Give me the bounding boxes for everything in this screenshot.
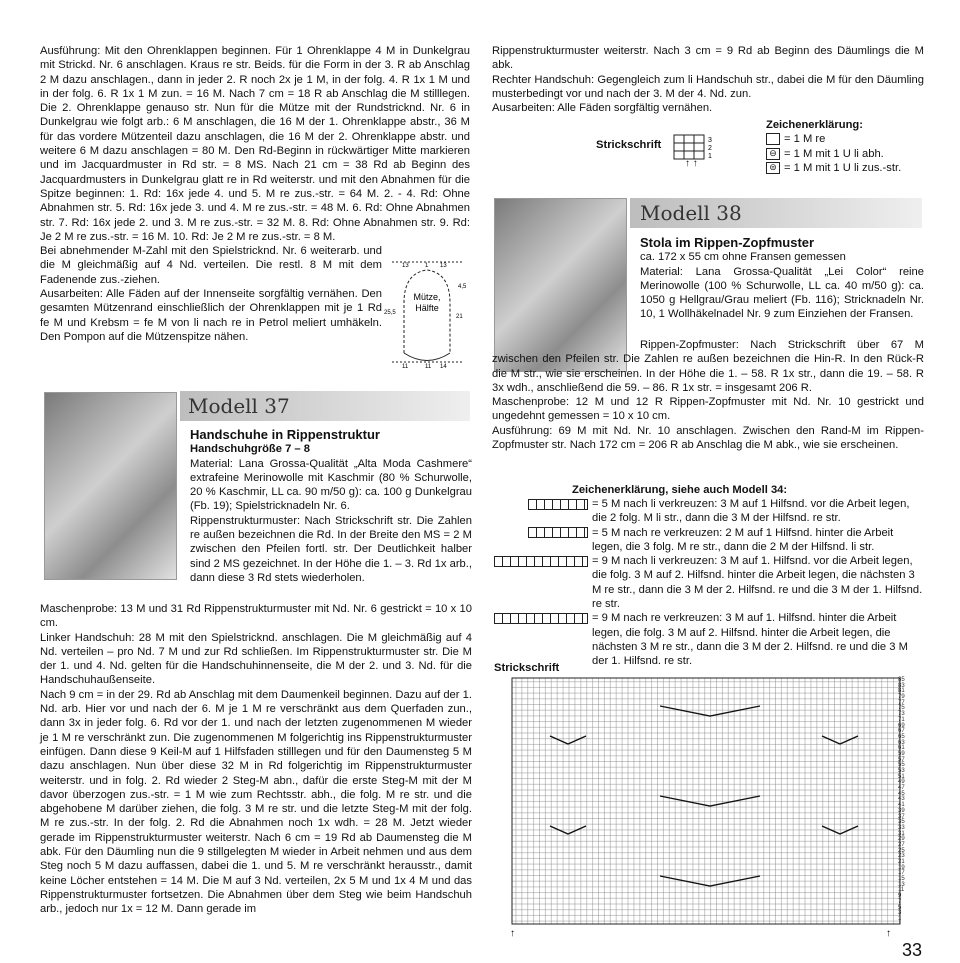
model-38-ausf: Ausführung: 69 M mit Nd. Nr. 10 anschlagen. Zwischen den Rand-M im Rippen-Zopfmuster str. Nach 172 cm = 206 R ab Anschlag die M abk., wie sie erscheinen. bbox=[492, 424, 924, 452]
model-38-rippen: Rippen-Zopfmuster: Nach Strickschrift über 67 M zwischen den Pfeilen str. Die Zahlen re außen bezeichnen die Hin-R. In den Rück-R die M str., wie sie erscheinen. In der Höhe die 1. – 58. R 1x str., dann die 19. – 58. R 3x wdh., anschließend die 59. – 86. R 1x str. = insgesamt 206 R. bbox=[492, 339, 924, 394]
right-column bbox=[492, 44, 924, 115]
model-38-intro bbox=[640, 236, 924, 322]
hat-finishing: Ausarbeiten: Alle Fäden auf der Innenseite sorgfältig vernähen. Den gesamten Mützenrand einschließlich der Ohrenklappen mit je 1 Rd fe M und Krebsm = fe M von li nach re in Petrol meliert umhäkeln. Den Pompon auf die Mützenspitze nähen. bbox=[40, 288, 382, 343]
cross-right-9-icon bbox=[494, 613, 588, 624]
legend-1-title: Zeichenerklärung: bbox=[766, 119, 863, 131]
small-chart-title: Strickschrift bbox=[596, 139, 662, 151]
model-37-probe: Maschenprobe: 13 M und 31 Rd Rippenstrukturmuster mit Nd. Nr. 6 gestrickt = 10 x 10 cm. bbox=[40, 603, 472, 630]
legend-1 bbox=[766, 118, 936, 175]
chart-row-labels: 85 83 81 79 77 75 73 71 69 67 65 63 61 59 57 55 53 51 49 47 45 43 41 39 37 35 33 31 29 27 25 23 21 19 17 15 13 11 9 7 5 3 1 bbox=[898, 677, 905, 922]
svg-text:13: 13 bbox=[440, 263, 447, 269]
legend-2-title: Zeichenerklärung, siehe auch Modell 34: bbox=[572, 484, 788, 496]
legend-2-item-0: = 5 M nach li verkreuzen: 3 M auf 1 Hilfsnd. vor die Arbeit legen, die 2 folg. M li str., dann die 3 M der Hilfsnd. re str. bbox=[492, 497, 924, 526]
right-glove: Rechter Handschuh: Gegengleich zum li Handschuh str., dabei die M für den Däumling musterbedingt vor und nach der 3. M der 4. Nd. zun. bbox=[492, 73, 924, 100]
svg-text:↑: ↑ bbox=[886, 928, 891, 938]
thumb-cont: Rippenstrukturmuster weiterstr. Nach 3 cm = 9 Rd ab Beginn des Däumlings die M abk. bbox=[492, 45, 924, 72]
model-37-daumen: Nach 9 cm = in der 29. Rd ab Anschlag mit dem Daumenkeil beginnen. Dazu auf der 1. Nd. arb. Hier vor und nach der 6. M je 1 M re verschränkt aus dem Querfaden zun., dann 3x in jeder folg. 6. Rd vor der 1. und nach der letzten zugenommenen M wieder je 1 M re verschränkt zun. Die zugenommenen M folgerichtig ins Rippenstrukturmuster einfügen. Dann diese 9 Keil-M auf 1 Hilfsfaden stilllegen und für den Daumensteg 5 M dazu anschlagen. Nun über diese 32 M in Rd folgerichtig im Rippenstrukturmuster weiterstr. und in folg. 2. Rd wieder 2 Steg-M abn., dafür die erste Steg-M mit der M davor überzogen zus.-str. = 1 M wie zum Rechtsstr. abh., die folg. M re str. und die abgehobene M darüber ziehen, die folg. 3 M re str. und die letzte Steg-M mit der folg. M re zus.-str. In der folg. 2. Rd die Abnahmen noch 1x wdh. = 28 M. Jetzt wieder gerade im Rippenstrukturmuster weiterstr. Nach 6 cm = 19 Rd ab Daumensteg die M abk. Für den Däumling nun die 9 stillgelegten M wieder in Arbeit nehmen und aus dem Steg noch 5 M dazu auffassen, dabei die 1. und 5. M re verschränkt herausstr., damit keine Löcher entstehen = 14 M. Die M auf 3 Nd. verteilen, 2x 5 M und 1x 4 M und das Rippenstrukturmuster fortsetzen. Die Abnahmen über dem Steg wie beim Handschuh arb., jedoch nur 1x = 12 M. Dann gerade im bbox=[40, 688, 472, 916]
model-38-material: Material: Lana Grossa-Qualität „Lei Color“ reine Merinowolle (100 % Schurwolle, LL ca. 40 m/50 g): ca. 1050 g Hellgrau/Grau meliert (Fb. 116); Stricknadeln Nr. 10, 1 Wollhäkelnadel Nr. 9 zum Einziehen der Fransen. bbox=[640, 265, 924, 321]
model-37-heading: Handschuhe in Rippenstruktur bbox=[190, 427, 380, 442]
hat-instructions: Ausführung: Mit den Ohrenklappen beginnen. Für 1 Ohrenklappe 4 M in Dunkelgrau mit Strickd. Nr. 6 anschlagen. Kraus re str. Beids. für die Form in der 3. R ab Anschlag 2 M dazu anschlagen., dann in jeder 2. R noch 2x je 1 M, in der folg. 4. R 1x 1 M und in der folg. 6. R 1x 1 M zun. = 16 M. Nach 7 cm = 18 R ab Anschlag die M stilllegen. Die 2. Ohrenklappe genauso str. Nun für die Mütze mit der Rundstricknd. Nr. 6 in Dunkelgrau wie folgt arb.: 6 M anschlagen, die 16 M der 1. Ohrenklappe abstr., 36 M für das vordere Mützenteil dazu anschlagen, die 16 M der 2. Ohrenklappe abstr. und weitere 6 M dazu anschlagen = 80 M. Den Rd-Beginn in rückwärtiger Mitte markieren und im Jacquardmuster in Rd str. = 8 MS. Nach 21 cm = 38 Rd ab Beginn des Jacquardmusters in Dunkelgrau glatt re in Rd weiterstr. und mit den Abnahmen für die Spitze beginnen: 1. Rd: 16x jede 4. und 5. M re zus.-str. = 64 M. 2. - 4. Rd: Ohne Abnahmen str. 5. Rd: 16x jede 3. und 4. M re zus.-str. = 48 M. 6. Rd: Ohne Abnahmen str. 7. Rd: 16x jede 2. und 3. M re zus.-str. = 32 M. 8. Rd: Ohne Abnahmen str. 9. Rd: Je 2 M re zus.-str. = 16 M. 10. Rd: Je 2 M re zus.-str. = 8 M. bbox=[40, 45, 470, 243]
model-37-body bbox=[40, 602, 472, 917]
svg-text:25,5: 25,5 bbox=[384, 310, 396, 316]
small-chart bbox=[673, 134, 717, 160]
model-38-heading: Stola im Rippen-Zopfmuster bbox=[640, 235, 815, 250]
model-37-size: Handschuhgröße 7 – 8 bbox=[190, 443, 310, 456]
svg-text:2: 2 bbox=[708, 145, 712, 152]
legend-1-item-2: ⊜ = 1 M mit 1 U li zus.-str. bbox=[766, 161, 936, 175]
legend-1-item-1: ⊖ = 1 M mit 1 U li abh. bbox=[766, 147, 936, 161]
cross-right-5-icon bbox=[528, 527, 588, 538]
svg-text:Hälfte: Hälfte bbox=[415, 303, 439, 313]
svg-text:13: 13 bbox=[402, 263, 409, 269]
hat-schematic bbox=[382, 258, 472, 370]
cross-left-5-icon bbox=[528, 499, 588, 510]
legend-2-item-1: = 5 M nach re verkreuzen: 2 M auf 1 Hilfsnd. hinter die Arbeit legen, die 3 folg. M re str., dann die 2 M der Hilfsnd. li str. bbox=[492, 526, 924, 555]
svg-text:1: 1 bbox=[425, 263, 429, 269]
cross-left-9-icon bbox=[494, 556, 588, 567]
svg-text:14: 14 bbox=[440, 364, 447, 370]
model-37-linker: Linker Handschuh: 28 M mit den Spielstricknd. anschlagen. Die M gleichmäßig auf 4 Nd. verteilen – pro Nd. 7 M und zur Rd schließen. Im Rippenstrukturmuster str. Die M der 1. und 4. Nd. gelten für die Handschuhinnenseite, die M der 2. und 3. Nd. für die Handschuhaußenseite. bbox=[40, 631, 472, 687]
hat-instructions-cont: Bei abnehmender M-Zahl mit den Spielstricknd. Nr. 6 weiterarb. und die M gleichmäßig auf 4 Nd. verteilen. Die restl. 8 M mit dem Fadenende zus.-ziehen. bbox=[40, 245, 382, 286]
knitting-chart bbox=[510, 676, 910, 938]
page-number: 33 bbox=[902, 940, 923, 960]
legend-1-item-0: = 1 M re bbox=[766, 132, 936, 146]
glove-finishing: Ausarbeiten: Alle Fäden sorgfältig vernähen. bbox=[492, 102, 713, 115]
legend-2-item-2: = 9 M nach li verkreuzen: 3 M auf 1. Hilfsnd. vor die Arbeit legen, die folg. 3 M auf 2. Hilfsnd. hinter die Arbeit legen, die nächsten 3 M re str., dann die 3 M der 2. Hilfsnd. re und die 3 M der 1. Hilfsnd. re str. bbox=[492, 554, 924, 611]
model-38-probe: Maschenprobe: 12 M und 12 R Rippen-Zopfmuster mit Nd. Nr. 10 gestrickt und ungedehnt gemessen = 10 x 10 cm. bbox=[492, 396, 924, 423]
slip-together-icon: ⊜ bbox=[766, 162, 780, 174]
svg-text:↑: ↑ bbox=[510, 928, 515, 938]
model-37-photo bbox=[44, 392, 177, 580]
model-38-size: ca. 172 x 55 cm ohne Fransen gemessen bbox=[640, 251, 846, 264]
schematic-label: Mütze, bbox=[413, 292, 441, 302]
model-37-title: Modell 37 bbox=[188, 394, 290, 418]
svg-text:3: 3 bbox=[708, 137, 712, 144]
small-chart-arrows: ↑ ↑ bbox=[685, 158, 698, 169]
svg-text:1: 1 bbox=[708, 153, 712, 160]
svg-text:4,5: 4,5 bbox=[458, 284, 467, 290]
legend-2 bbox=[492, 497, 924, 669]
model-37-material: Material: Lana Grossa-Qualität „Alta Moda Cashmere“ extrafeine Merinowolle mit Kaschmir (80 % Schurwolle, 20 % Kaschmir, LL ca. 90 m/50 g): ca. 100 g Dunkelgrau (Fb. 19); Spielstricknadeln Nr. 6. bbox=[190, 457, 472, 513]
svg-text:21: 21 bbox=[456, 314, 463, 320]
legend-2-item-3: = 9 M nach re verkreuzen: 3 M auf 1. Hilfsnd. hinter die Arbeit legen, die folg. 3 M auf 2. Hilfsnd. hinter die Arbeit legen, die nächsten 3 M re str., dann die 3 M der 2. Hilfsnd. re und die 3 M der 1. Hilfsnd. re str. bbox=[492, 611, 924, 668]
slip-icon: ⊖ bbox=[766, 148, 780, 160]
model-38-body bbox=[492, 338, 924, 452]
svg-text:11: 11 bbox=[425, 364, 432, 370]
chart-title: Strickschrift bbox=[494, 662, 560, 674]
model-38-title: Modell 38 bbox=[640, 201, 742, 225]
svg-text:11: 11 bbox=[402, 364, 409, 370]
knit-icon bbox=[766, 133, 780, 145]
model-37-intro bbox=[190, 428, 472, 585]
model-37-rippen: Rippenstrukturmuster: Nach Strickschrift str. Die Zahlen re außen bezeichnen die Rd. In der Breite den MS = 2 M zwischen den Pfeilen fortl. str. Der Deutlichkeit halber sind 2 MS gezeichnet. In der Höhe die 1. – 3. Rd 1x arb., dann diese 3 Rd stets wiederholen. bbox=[190, 514, 472, 584]
